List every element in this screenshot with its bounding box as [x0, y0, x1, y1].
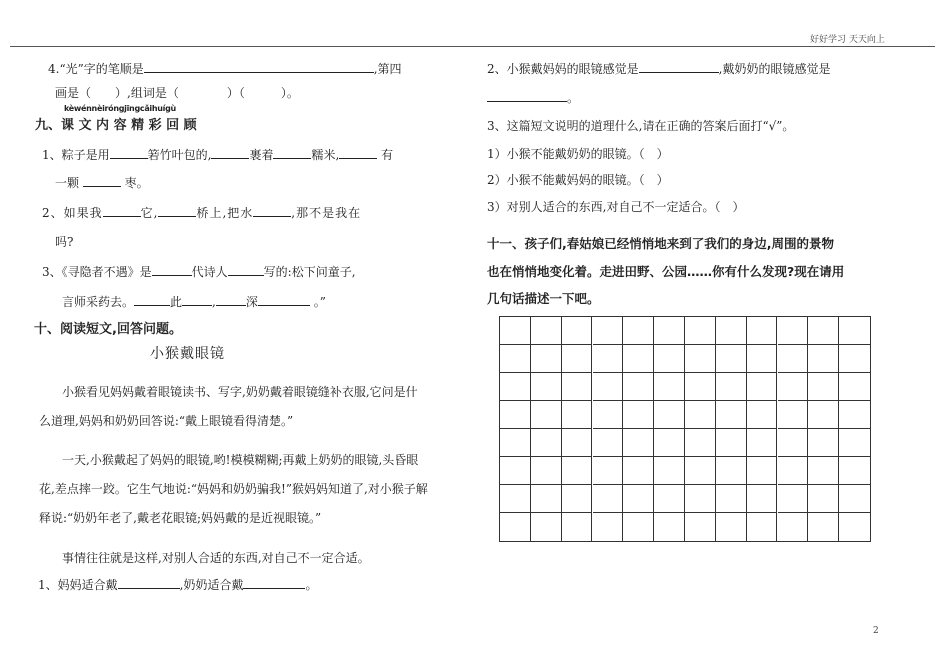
- header-divider: [10, 46, 935, 47]
- grid-cell[interactable]: [593, 317, 624, 345]
- grid-cell[interactable]: [593, 345, 624, 373]
- grid-cell[interactable]: [562, 401, 593, 429]
- grid-cell[interactable]: [747, 345, 778, 373]
- grid-cell[interactable]: [839, 429, 870, 457]
- grid-cell[interactable]: [747, 429, 778, 457]
- sec11-line1: 十一、孩子们,春姑娘已经悄悄地来到了我们的身边,周围的景物: [487, 236, 834, 251]
- grid-cell[interactable]: [808, 513, 839, 541]
- grid-cell[interactable]: [531, 485, 562, 513]
- grid-cell[interactable]: [654, 401, 685, 429]
- grid-cell[interactable]: [839, 485, 870, 513]
- r-q3-option-3: 3）对别人适合的东西,对自己不一定适合。（ ）: [487, 200, 745, 214]
- grid-cell[interactable]: [716, 345, 747, 373]
- story-p1-l2: 么道理,妈妈和奶奶回答说:“戴上眼镜看得清楚。”: [39, 414, 294, 428]
- grid-cell[interactable]: [685, 401, 716, 429]
- s10q1: 1、妈妈适合戴 ,奶奶适合戴 。: [38, 578, 318, 592]
- grid-cell[interactable]: [562, 513, 593, 541]
- grid-cell[interactable]: [562, 485, 593, 513]
- sec11-line3: 几句话描述一下吧。: [487, 291, 600, 306]
- grid-cell[interactable]: [808, 401, 839, 429]
- grid-cell[interactable]: [747, 485, 778, 513]
- s9q3-line2: 言师采药去。 此 , 深 。”: [62, 295, 326, 309]
- grid-cell[interactable]: [808, 345, 839, 373]
- grid-cell[interactable]: [716, 373, 747, 401]
- grid-cell[interactable]: [531, 457, 562, 485]
- sec9-title: 九、课 文 内 容 精 彩 回 顾: [35, 118, 197, 133]
- grid-cell[interactable]: [839, 457, 870, 485]
- grid-cell[interactable]: [685, 373, 716, 401]
- grid-cell[interactable]: [531, 401, 562, 429]
- sec11-line2: 也在悄悄地变化着。走进田野、公园……你有什么发现?现在请用: [487, 264, 845, 279]
- grid-cell[interactable]: [654, 485, 685, 513]
- r-q3-option-2: 2）小猴不能戴妈妈的眼镜。（ ）: [487, 173, 669, 187]
- story-p2-l3: 释说:“奶奶年老了,戴老花眼镜;妈妈戴的是近视眼镜。”: [39, 511, 322, 525]
- grid-cell[interactable]: [531, 345, 562, 373]
- grid-cell[interactable]: [747, 513, 778, 541]
- grid-cell[interactable]: [839, 401, 870, 429]
- grid-cell[interactable]: [593, 429, 624, 457]
- grid-cell[interactable]: [716, 317, 747, 345]
- r-q3-option-1: 1）小猴不能戴奶奶的眼镜。（ ）: [487, 147, 669, 161]
- grid-cell[interactable]: [685, 317, 716, 345]
- grid-cell[interactable]: [839, 373, 870, 401]
- s9q1-line1: 1、粽子是用 箬竹叶包的, 裹着 糯米, 有: [42, 148, 394, 162]
- grid-cell[interactable]: [623, 457, 654, 485]
- grid-cell[interactable]: [593, 401, 624, 429]
- grid-cell[interactable]: [500, 429, 531, 457]
- grid-cell[interactable]: [654, 317, 685, 345]
- grid-cell[interactable]: [623, 485, 654, 513]
- grid-cell[interactable]: [500, 345, 531, 373]
- grid-cell[interactable]: [531, 429, 562, 457]
- r-q3-text: 3、这篇短文说明的道理什么,请在正确的答案后面打“√”。: [487, 119, 795, 133]
- grid-cell[interactable]: [808, 457, 839, 485]
- grid-cell[interactable]: [531, 317, 562, 345]
- grid-cell[interactable]: [562, 457, 593, 485]
- grid-cell[interactable]: [500, 457, 531, 485]
- grid-cell[interactable]: [500, 513, 531, 541]
- grid-cell[interactable]: [562, 345, 593, 373]
- grid-cell[interactable]: [778, 345, 809, 373]
- grid-cell[interactable]: [716, 513, 747, 541]
- grid-cell[interactable]: [623, 513, 654, 541]
- grid-cell[interactable]: [778, 429, 809, 457]
- grid-cell[interactable]: [593, 373, 624, 401]
- grid-cell[interactable]: [562, 373, 593, 401]
- grid-cell[interactable]: [500, 485, 531, 513]
- grid-cell[interactable]: [654, 373, 685, 401]
- grid-cell[interactable]: [778, 485, 809, 513]
- story-p1-l1: 小猴看见妈妈戴着眼镜读书、写字,奶奶戴着眼镜缝补衣服,它问是什: [62, 385, 418, 399]
- grid-cell[interactable]: [685, 429, 716, 457]
- grid-cell[interactable]: [500, 317, 531, 345]
- grid-cell[interactable]: [839, 345, 870, 373]
- r-q2-line1: 2、小猴戴妈妈的眼镜感觉是 ,戴奶奶的眼镜感觉是: [487, 62, 831, 76]
- grid-cell[interactable]: [747, 317, 778, 345]
- grid-cell[interactable]: [685, 513, 716, 541]
- grid-cell[interactable]: [808, 429, 839, 457]
- grid-cell[interactable]: [654, 457, 685, 485]
- sec9-pinyin: kèwénnèiróngjīngcǎihuígù: [64, 104, 176, 113]
- grid-cell[interactable]: [654, 345, 685, 373]
- grid-cell[interactable]: [747, 401, 778, 429]
- grid-cell[interactable]: [747, 373, 778, 401]
- grid-cell[interactable]: [778, 513, 809, 541]
- s9q3-line1: 3、《寻隐者不遇》是 代诗人 写的:松下问童子,: [42, 265, 356, 279]
- s9q2-line1: 2、如果我 它, 桥上,把水 ,那不是我在: [42, 206, 362, 220]
- grid-cell[interactable]: [747, 457, 778, 485]
- grid-cell[interactable]: [654, 429, 685, 457]
- grid-cell[interactable]: [839, 317, 870, 345]
- grid-cell[interactable]: [531, 513, 562, 541]
- writing-grid[interactable]: [499, 316, 871, 542]
- grid-cell[interactable]: [778, 373, 809, 401]
- s9q2-line2: 吗?: [55, 235, 74, 249]
- grid-cell[interactable]: [562, 429, 593, 457]
- story-p2-l2: 花,差点摔一跤。它生气地说:“妈妈和奶奶骗我!”猴妈妈知道了,对小猴子解: [39, 482, 428, 496]
- grid-cell[interactable]: [623, 401, 654, 429]
- grid-cell[interactable]: [716, 457, 747, 485]
- grid-cell[interactable]: [654, 513, 685, 541]
- grid-cell[interactable]: [808, 485, 839, 513]
- grid-cell[interactable]: [593, 513, 624, 541]
- story-title: 小猴戴眼镜: [150, 346, 225, 362]
- grid-cell[interactable]: [593, 485, 624, 513]
- grid-cell[interactable]: [778, 457, 809, 485]
- grid-cell[interactable]: [685, 345, 716, 373]
- grid-cell[interactable]: [716, 429, 747, 457]
- grid-cell[interactable]: [839, 513, 870, 541]
- header-motto: 好好学习 天天向上: [810, 35, 885, 45]
- story-p3: 事情往往就是这样,对别人合适的东西,对自己不一定合适。: [62, 551, 370, 565]
- grid-cell[interactable]: [685, 485, 716, 513]
- grid-cell[interactable]: [531, 373, 562, 401]
- grid-cell[interactable]: [623, 345, 654, 373]
- grid-cell[interactable]: [562, 317, 593, 345]
- grid-cell[interactable]: [778, 401, 809, 429]
- grid-cell[interactable]: [623, 317, 654, 345]
- q4-line2: 画是（ ）,组词是（ ）（ ）。: [55, 86, 299, 100]
- s9q1-line2: 一颗 枣。: [55, 176, 149, 190]
- grid-cell[interactable]: [593, 457, 624, 485]
- grid-cell[interactable]: [500, 401, 531, 429]
- q4-line1: 4.“光”字的笔顺是 ,第四: [48, 62, 402, 76]
- grid-cell[interactable]: [808, 317, 839, 345]
- grid-cell[interactable]: [716, 401, 747, 429]
- grid-cell[interactable]: [623, 429, 654, 457]
- grid-cell[interactable]: [808, 373, 839, 401]
- page-number: 2: [873, 626, 879, 636]
- grid-cell[interactable]: [778, 317, 809, 345]
- grid-cell[interactable]: [716, 485, 747, 513]
- grid-cell[interactable]: [623, 373, 654, 401]
- sec10-title: 十、阅读短文,回答问题。: [34, 322, 182, 337]
- story-p2-l1: 一天,小猴戴起了妈妈的眼镜,哟!模模糊糊;再戴上奶奶的眼镜,头昏眼: [62, 453, 419, 467]
- grid-cell[interactable]: [685, 457, 716, 485]
- grid-cell[interactable]: [500, 373, 531, 401]
- r-q2-line2: 。: [487, 89, 579, 106]
